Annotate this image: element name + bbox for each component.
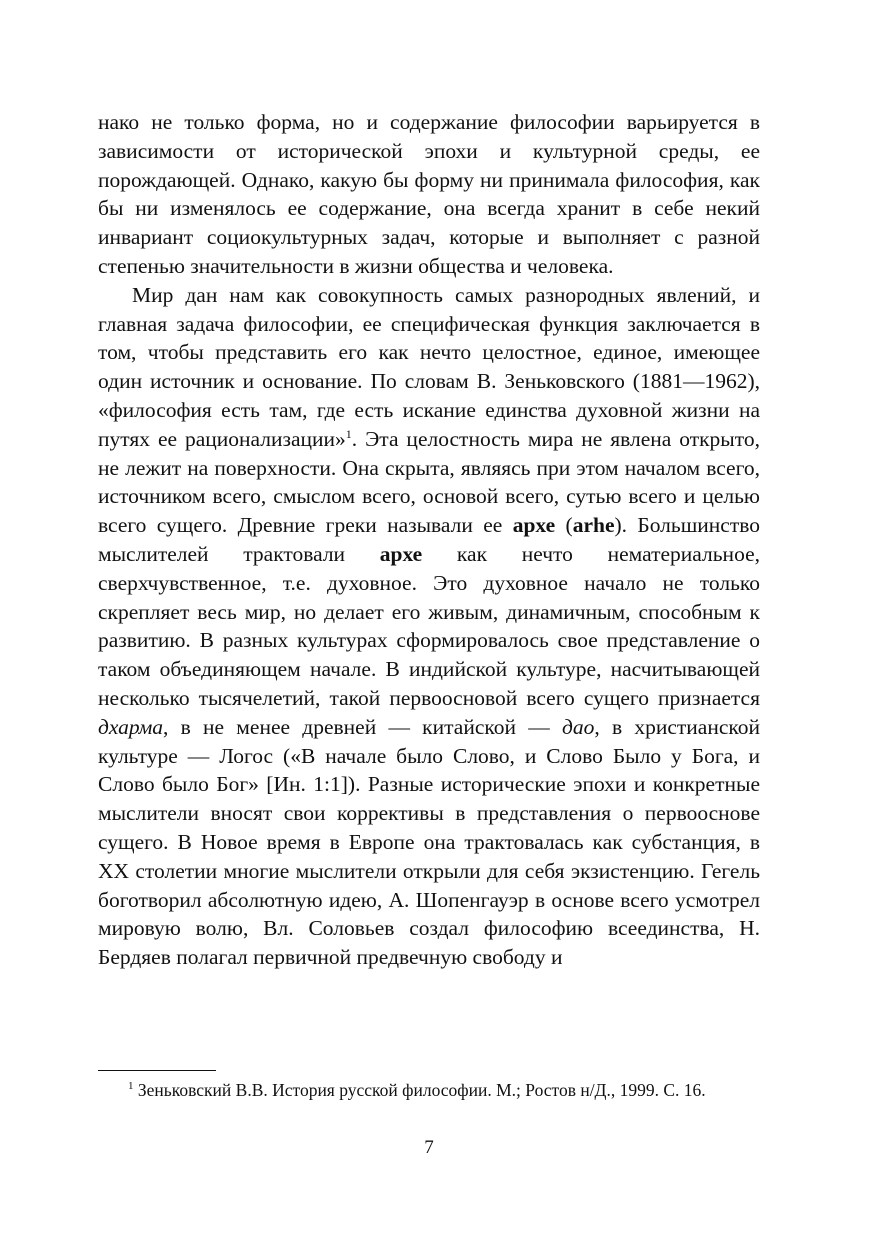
footnote-text: Зеньковский В.В. История русской философии. М.; Ростов н/Д., 1999. С. 16. bbox=[133, 1080, 706, 1100]
paragraph-2-text-d: ). Большинство мыслителей трактовали bbox=[98, 513, 760, 566]
footnote-divider bbox=[98, 1070, 216, 1071]
footnote bbox=[98, 1077, 760, 1103]
term-arkhe-second: архе bbox=[379, 541, 423, 566]
footnote-mark: 1 bbox=[128, 1080, 134, 1093]
paragraph-2-text-g: , в христианской культуре — Логос («В начале было Слово, и Слово Было у Бога, и Слово было Бог» [Ин. 1:1]). Разные исторические эпохи и конкретные мыслители вносят свои коррективы в представления о первооснове сущего. В Новое время в Европе она трактовалась как субстанция, в XX столетии многие мыслители открыли для себя экзистенцию. Гегель боготворил абсолютную идею, А. Шопенгауэр в основе всего усмотрел мировую волю, Вл. Соловьев создал философию всеединства, Н. Бердяев полагал первичной предвечную свободу и bbox=[98, 714, 760, 970]
page-body bbox=[98, 108, 760, 972]
main-text bbox=[98, 108, 760, 972]
term-arkhe: архе bbox=[512, 513, 556, 538]
paragraph-2 bbox=[98, 281, 760, 972]
term-dharma: дхарма bbox=[98, 714, 164, 739]
paragraph-2-text-f: , в не менее древней — китайской — bbox=[163, 714, 562, 739]
paragraph-1: нако не только форма, но и содержание философии варьируется в зависимости от исторической эпохи и культурной среды, ее порождающей. Однако, какую бы форму ни принимала философия, как бы ни изменялось ее содержание, она всегда хранит в себе некий инвариант социокультурных задач, которые и выполняет с разной степенью значительности в жизни общества и человека. bbox=[98, 110, 760, 278]
page-number: 7 bbox=[424, 1137, 434, 1158]
footnote-reference: 1 bbox=[345, 426, 352, 441]
paragraph-2-text-e: как нечто нематериальное, сверхчувственное, т.е. духовное. Это духовное начало не только скрепляет весь мир, но делает его живым, динамичным, способным к развитию. В разных культурах сформировалось свое представление о таком объединяющем начале. В индийской культуре, насчитывающей несколько тысячелетий, такой первоосновой всего сущего признается bbox=[98, 541, 760, 710]
paragraph-2-text-b: . Эта целостность мира не явлена открыто, не лежит на поверхности. Она скрыта, являясь при этом началом всего, источником всего, смыслом всего, основой всего, сутью всего и целью всего сущего. Древние греки называли ее bbox=[98, 426, 760, 538]
paragraph-2-text-c: ( bbox=[555, 513, 573, 538]
term-arhe-latin: arhe bbox=[572, 513, 615, 538]
paragraph-2-text-a: Мир дан нам как совокупность самых разнородных явлений, и главная задача философии, ее специфическая функция заключается в том, чтобы представить его как нечто целостное, единое, имеющее один источник и основание. По словам В. Зеньковского (1881—1962), «философия есть там, где есть искание единства духовной жизни на путях ее рационализации» bbox=[98, 282, 760, 451]
term-dao: дао bbox=[561, 714, 595, 739]
